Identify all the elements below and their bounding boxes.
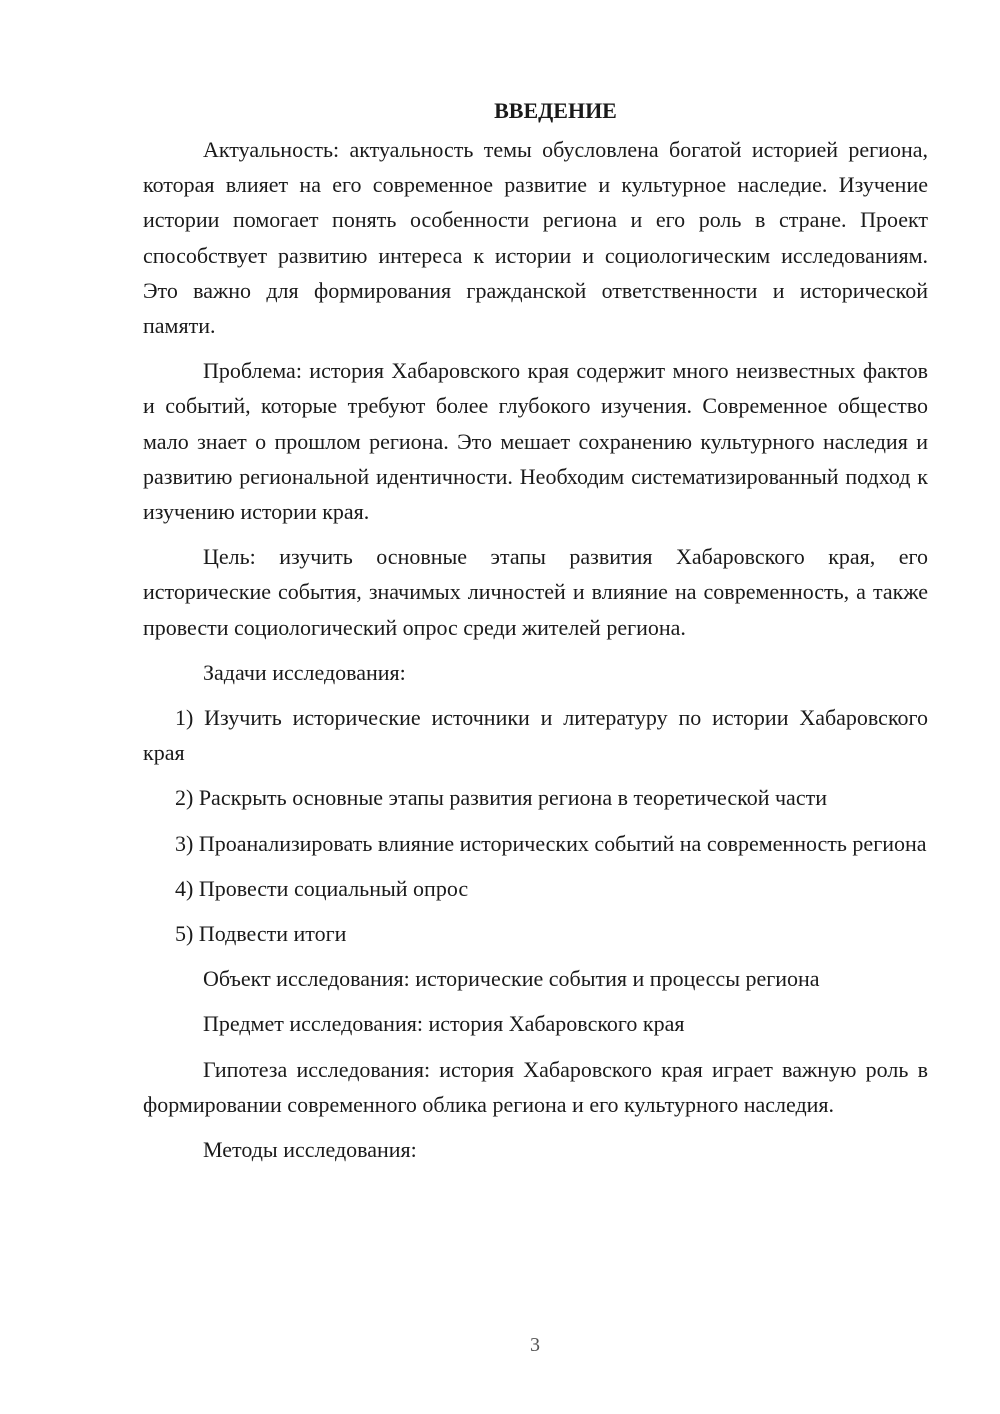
- subject-paragraph: Предмет исследования: история Хабаровского края: [203, 1011, 685, 1037]
- tasks-heading: Задачи исследования:: [203, 659, 406, 685]
- task-item-5: 5) Подвести итоги: [175, 921, 347, 947]
- section-title: ВВЕДЕНИЕ: [494, 98, 617, 123]
- relevance-paragraph: Актуальность: актуальность темы обусловлена богатой историей региона, которая влияет на его современное развитие и культурное наследие. Изучение истории помогает понять особенности региона и его роль в стране. Проект способствует развитию интереса к истории и социологическим исследованиям. Это важно для формирования гражданской ответственности и исторической памяти.: [143, 137, 928, 339]
- task-item-4: 4) Провести социальный опрос: [175, 875, 469, 901]
- page-content: [143, 96, 928, 1177]
- task-item-2: 2) Раскрыть основные этапы развития региона в теоретической части: [175, 785, 827, 811]
- object-paragraph: Объект исследования: исторические события и процессы региона: [203, 966, 820, 992]
- page-number: 3: [530, 1334, 540, 1356]
- goal-paragraph: Цель: изучить основные этапы развития Хабаровского края, его исторические события, значимых личностей и влияние на современность, а также провести социологический опрос среди жителей региона.: [143, 544, 928, 640]
- problem-paragraph: Проблема: история Хабаровского края содержит много неизвестных фактов и событий, которые требуют более глубокого изучения. Современное общество мало знает о прошлом региона. Это мешает сохранению культурного наследия и развитию региональной идентичности. Необходим систематизированный подход к изучению истории края.: [143, 358, 928, 525]
- task-item-1: 1) Изучить исторические источники и литературу по истории Хабаровского края: [143, 705, 928, 766]
- methods-heading: Методы исследования:: [203, 1137, 417, 1163]
- hypothesis-paragraph: Гипотеза исследования: история Хабаровского края играет важную роль в формировании современного облика региона и его культурного наследия.: [143, 1056, 928, 1117]
- task-item-3: 3) Проанализировать влияние исторических событий на современность региона: [175, 830, 927, 856]
